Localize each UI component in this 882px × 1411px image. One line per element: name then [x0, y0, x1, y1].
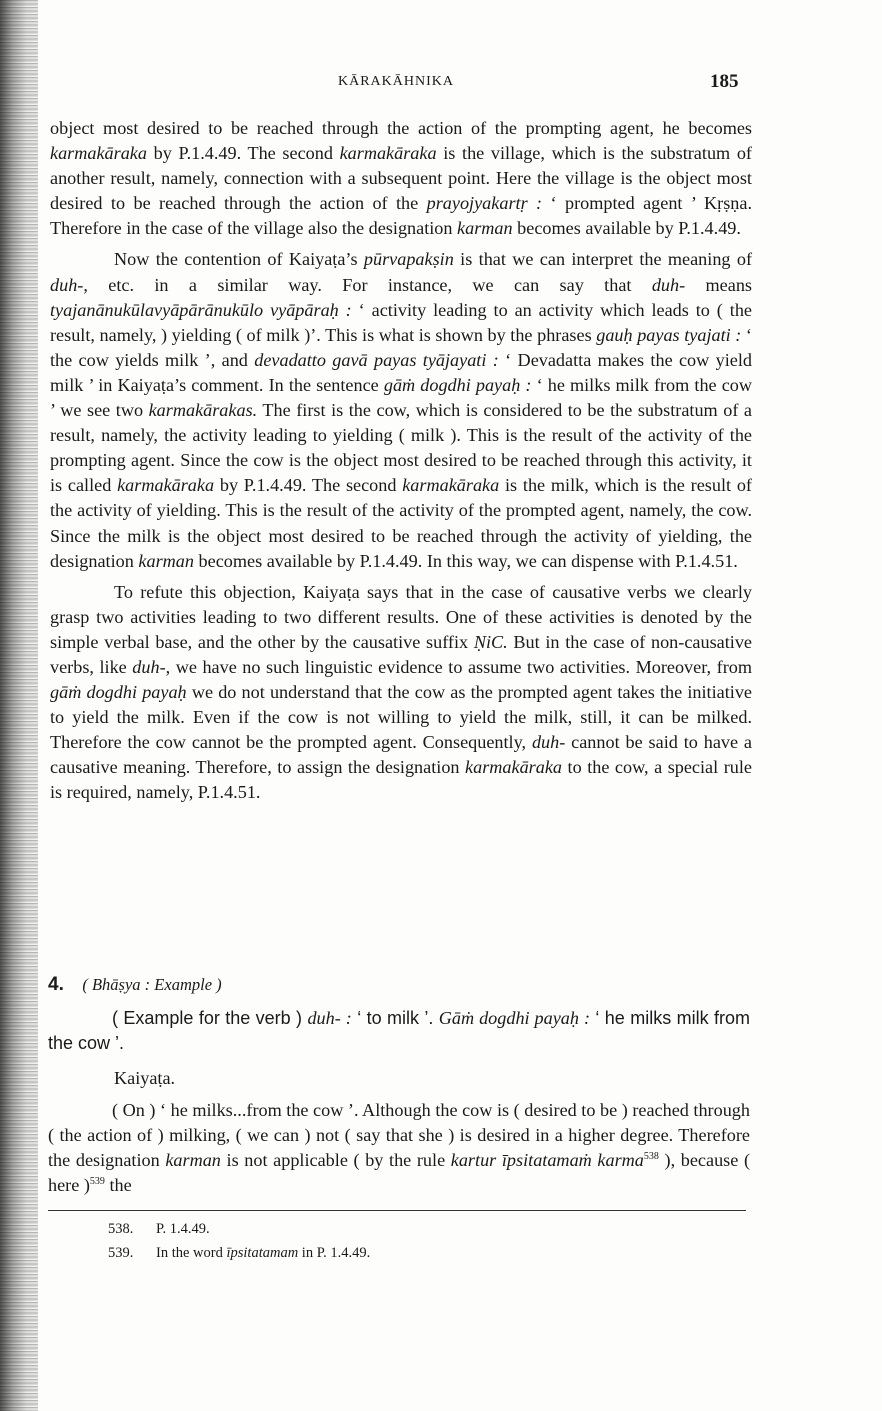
text-run: object most desired to be reached through the action of the prompting agent, he becomes [50, 118, 752, 138]
text-run: is the milk, which is the result of the activity of yielding. This is the result of the activity of the prompted agent, namely, the cow. Since the milk is the object most desired to be reached through the activity of yielding, the designation [50, 475, 752, 571]
text-run: To refute this objection, Kaiyaṭa says that in the case of causative verbs we clearly grasp two activities leading to two different results. One of these activities is denoted by the simple verbal base, and the other by the causative suffix [50, 581, 752, 652]
text-run: P. 1.4.49. [156, 1221, 210, 1237]
text-run: ‘ to milk ’. [351, 1008, 439, 1028]
commentary-block [48, 1098, 750, 1198]
italic-term: gāṁ dogdhi payaḥ : [383, 374, 532, 395]
text-run: ( Example for the verb ) [112, 1008, 308, 1028]
text-run: the [104, 1175, 132, 1196]
text-run: to the cow, a special rule is required, namely, P.1.4.51. [50, 757, 752, 803]
text-run: ‘ the cow yields milk ’, and [50, 324, 752, 370]
italic-term: duh- : [307, 1008, 352, 1028]
text-run: becomes available by P.1.4.49. [512, 218, 741, 239]
italic-term: karmakāraka [465, 757, 563, 778]
italic-term: gāṁ dogdhi payaḥ [50, 682, 187, 703]
text-run: by P.1.4.49. The second [146, 143, 340, 164]
text-run: ‘ activity leading to an activity which leads to ( the result, namely, ) yielding ( of milk )’. This is what is shown by the phrases [50, 299, 753, 345]
kaiyata-label: Kaiyaṭa. [114, 1068, 176, 1088]
italic-term: īpsitatamam [226, 1245, 299, 1261]
italic-term: devadatto gavā payas tyājayati : [254, 349, 499, 370]
text-run: Now the contention of Kaiyaṭa’s [114, 249, 364, 270]
text-run: means [685, 274, 752, 295]
text-run: is not applicable ( by the rule [220, 1150, 451, 1171]
text-run: But in the case of non-causative verbs, like [50, 631, 752, 677]
section-heading [48, 972, 750, 997]
italic-term: duh- [651, 274, 686, 295]
text-run: ‘ he milks milk from the cow ’. [48, 1008, 750, 1054]
commentary-text [48, 1098, 750, 1198]
running-title: KĀRAKĀHNIKA [338, 74, 454, 89]
text-run: becomes available by P.1.4.49. In this way, we can dispense with P.1.4.51. [193, 550, 738, 571]
text-run: is the village, which is the substratum of another result, namely, connection with a subsequent point. Here the village is the object most desired to be reached through the action of the [50, 143, 752, 214]
text-run: ‘ Devadatta makes the cow yield milk ’ in Kaiyaṭa’s comment. In the sentence [50, 349, 752, 395]
italic-term: karmakāraka [50, 143, 147, 164]
scan-edge-shadow [0, 0, 38, 1411]
italic-term: karman [138, 550, 194, 571]
italic-term: duh- [50, 274, 84, 295]
section-title: ( Bhāṣya : Example ) [82, 975, 222, 994]
footnote-rule [48, 1210, 746, 1211]
text-run: cannot be said to have a causative meaning. Therefore, to assign the designation [50, 732, 753, 778]
footnote-text [156, 1245, 370, 1261]
text-run: is that we can interpret the meaning of [453, 249, 753, 270]
italic-term: gauḥ payas tyajati : [596, 324, 742, 345]
footnote-number: 539. [108, 1245, 134, 1261]
paragraph-1 [50, 116, 752, 241]
paragraph-2 [50, 247, 752, 573]
text-run: , we have no such linguistic evidence to assume two activities. Moreover, from [165, 656, 752, 677]
text-run: in P. 1.4.49. [298, 1245, 371, 1261]
italic-term: karmakāraka [117, 475, 215, 496]
section-number: 4. [48, 974, 64, 995]
text-run: ‘ he milks milk from the cow ’ we see two [50, 374, 753, 421]
italic-term: duh- [132, 656, 166, 677]
footnote-ref: 539 [89, 1176, 105, 1188]
footnote-number: 538. [108, 1221, 134, 1237]
text-run: The first is the cow, which is considered to be the substratum of a result, namely, the activity leading to yielding ( milk ). This is the result of the activity of the prompting agent. Since the cow is the object most desired to be reached through this activity, it is called [50, 400, 752, 496]
italic-term: karman [457, 218, 513, 239]
footnote-539 [108, 1241, 748, 1265]
text-run: we do not understand that the cow as the prompted agent takes the initiative to yield the milk. Even if the cow is not willing to yield the milk, still, it can be milked. Therefore the cow cannot be the prompted agent. Consequently, [50, 682, 752, 753]
italic-term: karmakārakas. [148, 400, 258, 421]
text-run: by P.1.4.49. The second [214, 475, 403, 496]
footnote-text [156, 1221, 210, 1237]
footnotes [108, 1217, 748, 1265]
italic-term: kartur īpsitatamaṁ karma [450, 1150, 644, 1171]
italic-term: prayojyakartṛ : [426, 193, 543, 214]
page-number: 185 [710, 71, 739, 92]
footnote-ref: 538 [643, 1151, 659, 1163]
italic-term: pūrvapakṣin [363, 249, 454, 270]
italic-term: karmakāraka [402, 475, 500, 496]
italic-term: Gāṁ dogdhi payaḥ : [438, 1008, 590, 1028]
footnote-538 [108, 1217, 748, 1241]
italic-term: karmakāraka [339, 143, 437, 164]
running-head [0, 71, 882, 94]
example-text [48, 1006, 750, 1056]
body-text [50, 116, 752, 806]
italic-term: tyajanānukūlavyāpārānukūlo vyāpāraḥ : [50, 299, 352, 320]
example-block [48, 1006, 750, 1056]
text-run: ‘ prompted agent ’ Kṛṣṇa. Therefore in the case of the village also the designation [50, 193, 752, 239]
text-run: In the word [156, 1245, 227, 1261]
italic-term: karman [165, 1150, 221, 1171]
text-run: , etc. in a similar way. For instance, we can say that [83, 274, 652, 295]
italic-term: duh- [531, 732, 566, 753]
text-run: ( On ) ‘ he milks...from the cow ’. Although the cow is ( desired to be ) reached through ( the action of ) milking, ( we can ) not ( say that she ) is desired in a higher degree. Therefore the designation [48, 1100, 750, 1171]
paragraph-3 [50, 580, 752, 806]
text-run: ), because ( here ) [48, 1150, 751, 1196]
italic-term: ṆiC. [473, 631, 508, 652]
